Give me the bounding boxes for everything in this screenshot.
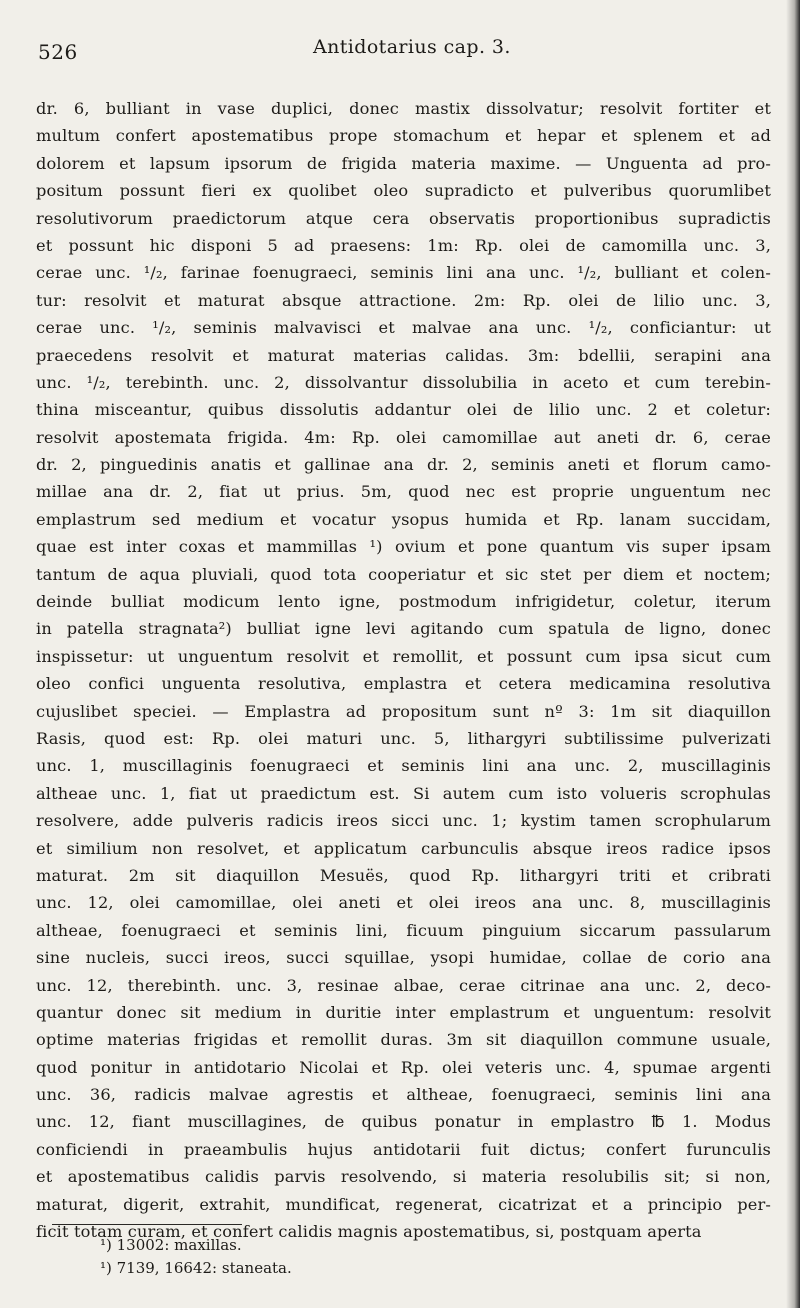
text-line: resolvit apostemata frigida. 4m: Rp. olei camomillae aut aneti dr. 6, cerae <box>36 427 771 447</box>
text-line: unc. 12, fiant muscillagines, de quibus ponatur in emplastro ℔ 1. Modus <box>36 1112 771 1132</box>
text-line: cerae unc. ¹/₂, farinae foenugraeci, seminis lini ana unc. ¹/₂, bulliant et colen- <box>36 263 771 283</box>
text-line: ficit totam curam, et confert calidis magnis apostematibus, si, postquam aperta <box>36 1222 702 1242</box>
text-line: cujuslibet speciei. — Emplastra ad propositum sunt nº 3: 1m sit diaquillon <box>36 701 771 721</box>
text-line: oleo confici unguenta resolutiva, emplastra et cetera medicamina resolutiva <box>36 674 771 694</box>
text-line: et possunt hic disponi 5 ad praesens: 1m: Rp. olei de camomilla unc. 3, <box>36 235 771 255</box>
running-head: Antidotarius cap. 3. <box>313 36 511 58</box>
text-line: emplastrum sed medium et vocatur ysopus humida et Rp. lanam succidam, <box>36 509 771 529</box>
text-line: conficiendi in praeambulis hujus antidotarii fuit dictus; confert furunculis <box>36 1139 771 1159</box>
text-line: tur: resolvit et maturat absque attractione. 2m: Rp. olei de lilio unc. 3, <box>36 290 771 310</box>
page-header <box>38 34 778 68</box>
text-line: unc. 12, therebinth. unc. 3, resinae albae, cerae citrinae ana unc. 2, deco- <box>36 975 771 995</box>
text-line: quae est inter coxas et mammillas ¹) ovium et pone quantum vis super ipsam <box>36 537 771 557</box>
page-edge-shadow <box>786 0 800 1308</box>
text-line: tantum de aqua pluviali, quod tota cooperiatur et sic stet per diem et noctem; <box>36 564 771 584</box>
text-line: resolutivorum praedictorum atque cera observatis proportionibus supradictis <box>36 208 771 228</box>
text-line: et similium non resolvet, et applicatum carbunculis absque ireos radice ipsos <box>36 838 771 858</box>
body-text <box>36 95 771 1245</box>
text-line: maturat, digerit, extrahit, mundificat, regenerat, cicatrizat et a principio per- <box>36 1194 771 1214</box>
text-line: unc. 12, olei camomillae, olei aneti et olei ireos ana unc. 8, muscillaginis <box>36 893 771 913</box>
text-line: sine nucleis, succi ireos, succi squillae, ysopi humidae, collae de corio ana <box>36 948 771 968</box>
text-line: cerae unc. ¹/₂, seminis malvavisci et malvae ana unc. ¹/₂, conficiantur: ut <box>36 318 771 338</box>
text-line: optime materias frigidas et remollit duras. 3m sit diaquillon commune usuale, <box>36 1030 771 1050</box>
footnote-1: ¹) 13002: maxillas. <box>100 1236 242 1254</box>
text-line: unc. ¹/₂, terebinth. unc. 2, dissolvantur dissolubilia in aceto et cum terebin- <box>36 372 771 392</box>
text-line: altheae, foenugraeci et seminis lini, ficuum pinguium siccarum passularum <box>36 920 771 940</box>
text-line: quod ponitur in antidotario Nicolai et Rp. olei veteris unc. 4, spumae argenti <box>36 1057 771 1077</box>
text-line: in patella stragnata²) bulliat igne levi agitando cum spatula de ligno, donec <box>36 619 771 639</box>
text-line: et apostematibus calidis parvis resolvendo, si materia resolubilis sit; si non, <box>36 1167 771 1187</box>
text-line: resolvere, adde pulveris radicis ireos sicci unc. 1; kystim tamen scrophularum <box>36 811 771 831</box>
text-line: unc. 1, muscillaginis foenugraeci et seminis lini ana unc. 2, muscillaginis <box>36 756 771 776</box>
text-line: dr. 2, pinguedinis anatis et gallinae ana dr. 2, seminis aneti et florum camo- <box>36 455 771 475</box>
text-line: maturat. 2m sit diaquillon Mesuës, quod Rp. lithargyri triti et cribrati <box>36 865 771 885</box>
text-line: unc. 36, radicis malvae agrestis et altheae, foenugraeci, seminis lini ana <box>36 1085 771 1105</box>
text-line: thina misceantur, quibus dissolutis addantur olei de lilio unc. 2 et coletur: <box>36 400 771 420</box>
text-line: multum confert apostematibus prope stomachum et hepar et splenem et ad <box>36 126 771 146</box>
text-line: millae ana dr. 2, fiat ut prius. 5m, quod nec est proprie unguentum nec <box>36 482 771 502</box>
text-line: altheae unc. 1, fiat ut praedictum est. Si autem cum isto volueris scrophulas <box>36 783 771 803</box>
text-line: inspissetur: ut unguentum resolvit et remollit, et possunt cum ipsa sicut cum <box>36 646 771 666</box>
text-line: dolorem et lapsum ipsorum de frigida materia maxime. — Unguenta ad pro- <box>36 153 771 173</box>
footnote-rule <box>52 1224 242 1225</box>
text-line: quantur donec sit medium in duritie inter emplastrum et unguentum: resolvit <box>36 1002 771 1022</box>
text-line: positum possunt fieri ex quolibet oleo supradicto et pulveribus quorumlibet <box>36 181 771 201</box>
footnote-2: ¹) 7139, 16642: staneata. <box>100 1259 292 1277</box>
text-line: praecedens resolvit et maturat materias calidas. 3m: bdellii, serapini ana <box>36 345 771 365</box>
text-line: deinde bulliat modicum lento igne, postmodum infrigidetur, coletur, iterum <box>36 592 771 612</box>
page-number: 526 <box>38 40 78 64</box>
text-line: Rasis, quod est: Rp. olei maturi unc. 5, lithargyri subtilissime pulverizati <box>36 728 771 748</box>
footnotes <box>100 1234 292 1280</box>
text-line: dr. 6, bulliant in vase duplici, donec mastix dissolvatur; resolvit fortiter et <box>36 99 771 118</box>
